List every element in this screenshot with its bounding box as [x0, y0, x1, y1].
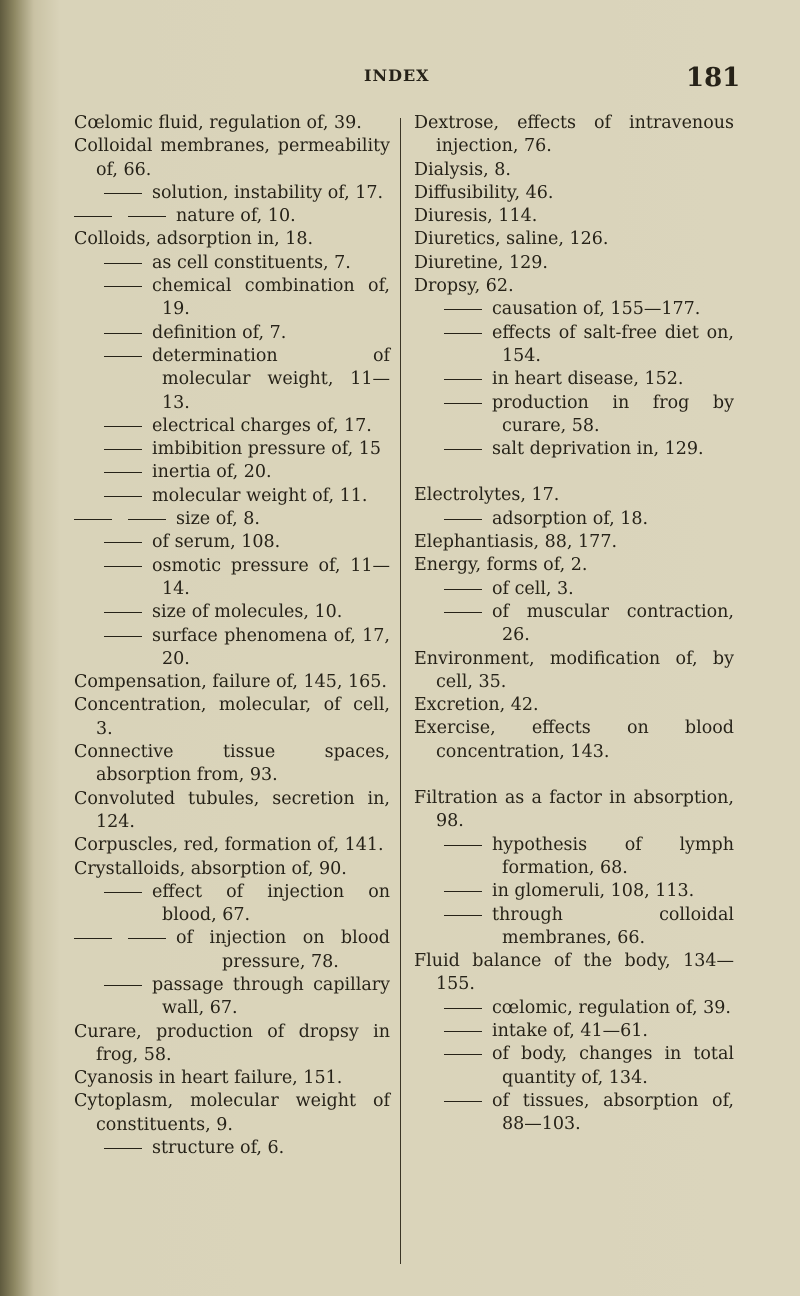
index-subentry — [74, 205, 390, 228]
entry-text: in glomeruli, 108, 113. — [492, 881, 695, 902]
index-subentry — [414, 298, 734, 321]
entry-text: of injection on blood pressure, 78. — [176, 928, 390, 972]
index-subentry — [414, 834, 734, 881]
entry-text: passage through capillary wall, 67. — [152, 974, 390, 1019]
index-subentry — [414, 438, 734, 461]
index-subentry — [414, 880, 734, 903]
entry-text: Dropsy, 62. — [414, 276, 514, 297]
index-subentry — [74, 974, 390, 1021]
ditto-dash — [104, 426, 142, 427]
ditto-dash — [444, 309, 482, 310]
ditto-dash — [74, 938, 112, 939]
index-entry — [414, 648, 734, 695]
running-header: INDEX — [364, 66, 430, 85]
entry-text: cœlomic, regulation of, 39. — [492, 997, 731, 1018]
entry-text: as cell constituents, 7. — [152, 252, 351, 273]
entry-text: intake of, 41—61. — [492, 1020, 648, 1041]
ditto-dash — [104, 892, 142, 893]
ditto-dash — [444, 1008, 482, 1009]
index-subentry — [74, 322, 390, 345]
index-subentry — [414, 1043, 734, 1090]
entry-text: size of, 8. — [176, 509, 260, 530]
index-entry — [414, 228, 734, 251]
entry-text: of tissues, absorption of, 88—103. — [492, 1090, 734, 1135]
ditto-dash — [444, 891, 482, 892]
entry-text: Colloidal membranes, permeability of, 66. — [74, 136, 390, 180]
index-subentry — [74, 438, 390, 461]
ditto-dash — [104, 449, 142, 450]
entry-text: Cœlomic fluid, regulation of, 39. — [74, 113, 362, 133]
ditto-dash — [444, 333, 482, 334]
entry-text: structure of, 6. — [152, 1138, 285, 1159]
entry-text: effects of salt-free diet on, 154. — [492, 322, 734, 366]
entry-text: of cell, 3. — [492, 578, 574, 599]
index-entry — [414, 252, 734, 275]
ditto-dash — [444, 379, 482, 380]
index-entry — [74, 788, 390, 835]
index-entry — [414, 205, 734, 228]
index-subentry — [414, 322, 734, 369]
ditto-dash — [104, 263, 142, 264]
index-entry — [74, 135, 390, 182]
entry-text: electrical charges of, 17. — [152, 415, 372, 436]
index-section-gap — [414, 764, 734, 787]
entry-text: solution, instability of, 17. — [152, 182, 384, 203]
ditto-dash — [104, 356, 142, 357]
entry-text: effect of injection on blood, 67. — [152, 881, 390, 926]
index-subentry — [414, 368, 734, 391]
entry-text: Colloids, adsorption in, 18. — [74, 229, 314, 250]
entry-text: Exercise, effects on blood concentration, 143. — [414, 718, 734, 762]
index-entry — [414, 484, 734, 507]
ditto-dash — [74, 519, 112, 520]
entry-text: Convoluted tubules, secretion in, 124. — [74, 788, 390, 832]
entry-text: Crystalloids, absorption of, 90. — [74, 858, 347, 879]
entry-text: Curare, production of dropsy in frog, 58. — [74, 1021, 390, 1065]
index-subentry — [74, 485, 390, 508]
entry-text: nature of, 10. — [176, 206, 296, 227]
index-entry — [74, 1067, 390, 1090]
entry-text: of serum, 108. — [152, 532, 281, 553]
entry-text: Electrolytes, 17. — [414, 485, 560, 506]
entry-text: Diffusibility, 46. — [414, 182, 554, 203]
index-entry — [414, 787, 734, 834]
entry-text: chemical combination of, 19. — [152, 276, 390, 320]
ditto-dash — [104, 566, 142, 567]
index-entry — [414, 694, 734, 717]
entry-text: production in frog by curare, 58. — [492, 392, 734, 436]
ditto-dash — [444, 1101, 482, 1102]
entry-text: Fluid balance of the body, 134—155. — [414, 951, 734, 995]
ditto-dash — [104, 286, 142, 287]
ditto-dash — [444, 1031, 482, 1032]
index-subentry — [414, 1020, 734, 1043]
entry-text: imbibition pressure of, 15 — [152, 439, 382, 460]
index-subentry — [74, 625, 390, 672]
ditto-dash — [104, 636, 142, 637]
index-entry — [74, 1090, 390, 1137]
ditto-dash — [444, 589, 482, 590]
entry-text: inertia of, 20. — [152, 462, 272, 483]
entry-text: Diuretics, saline, 126. — [414, 229, 609, 250]
index-entry — [74, 694, 390, 741]
ditto-dash — [74, 216, 112, 217]
index-entry — [74, 741, 390, 788]
index-subentry — [414, 578, 734, 601]
index-subentry — [414, 997, 734, 1020]
entry-text: Concentration, molecular, of cell, 3. — [74, 695, 390, 739]
index-entry — [414, 182, 734, 205]
entry-text: through colloidal membranes, 66. — [492, 904, 734, 948]
entry-text: surface phenomena of, 17, 20. — [152, 625, 390, 669]
index-subentry — [74, 345, 390, 415]
index-subentry — [74, 461, 390, 484]
column-divider — [400, 118, 401, 1264]
ditto-dash — [444, 915, 482, 916]
index-entry — [414, 950, 734, 997]
page-number: 181 — [686, 63, 741, 93]
index-entry — [414, 275, 734, 298]
ditto-dash — [104, 472, 142, 473]
entry-text: determination of molecular weight, 11—13. — [152, 345, 390, 413]
entry-text: Compensation, failure of, 145, 165. — [74, 672, 387, 693]
index-entry — [414, 531, 734, 554]
index-subentry — [74, 252, 390, 275]
ditto-dash — [444, 612, 482, 613]
ditto-dash — [104, 1148, 142, 1149]
index-subentry — [74, 555, 390, 602]
entry-text: causation of, 155—177. — [492, 299, 701, 320]
index-entry — [74, 1021, 390, 1068]
entry-text: of body, changes in total quantity of, 134. — [492, 1044, 734, 1088]
entry-text: osmotic pressure of, 11—14. — [152, 555, 390, 599]
index-subentry — [414, 601, 734, 648]
entry-text: molecular weight of, 11. — [152, 485, 368, 506]
entry-text: Cytoplasm, molecular weight of constituents, 9. — [74, 1091, 390, 1135]
index-subentry — [74, 182, 390, 205]
entry-text: Connective tissue spaces, absorption from, 93. — [74, 742, 390, 786]
entry-text: Environment, modification of, by cell, 35. — [414, 648, 734, 692]
entry-text: Diuresis, 114. — [414, 206, 538, 227]
entry-text: Cyanosis in heart failure, 151. — [74, 1068, 343, 1089]
ditto-dash — [104, 193, 142, 194]
index-subentry — [74, 508, 390, 531]
entry-text: Dextrose, effects of intravenous injection, 76. — [414, 113, 734, 157]
index-subentry — [414, 904, 734, 951]
index-subentry — [74, 531, 390, 554]
index-subentry — [414, 392, 734, 439]
entry-text: of muscular contraction, 26. — [492, 601, 734, 646]
index-subentry — [74, 881, 390, 928]
ditto-dash — [444, 403, 482, 404]
entry-text: salt deprivation in, 129. — [492, 439, 704, 460]
entry-text: definition of, 7. — [152, 322, 287, 343]
index-entry — [414, 159, 734, 182]
index-entry — [74, 228, 390, 251]
entry-text: Energy, forms of, 2. — [414, 555, 588, 576]
index-subentry — [74, 927, 390, 974]
index-entry — [74, 112, 390, 135]
index-subentry — [74, 275, 390, 322]
ditto-dash — [128, 938, 166, 939]
index-subentry — [74, 415, 390, 438]
index-entry — [414, 112, 734, 159]
entry-text: Elephantiasis, 88, 177. — [414, 532, 618, 553]
ditto-dash — [104, 985, 142, 986]
ditto-dash — [444, 449, 482, 450]
index-subentry — [74, 601, 390, 624]
ditto-dash — [104, 333, 142, 334]
index-subentry — [414, 508, 734, 531]
entry-text: Diuretine, 129. — [414, 252, 548, 273]
index-entry — [74, 858, 390, 881]
index-column-right — [414, 112, 734, 1136]
ditto-dash — [104, 542, 142, 543]
index-entry — [414, 717, 734, 764]
ditto-dash — [104, 612, 142, 613]
index-entry — [414, 554, 734, 577]
ditto-dash — [128, 519, 166, 520]
index-subentry — [414, 1090, 734, 1137]
index-entry — [74, 834, 390, 857]
entry-text: size of molecules, 10. — [152, 602, 343, 623]
index-entry — [74, 671, 390, 694]
entry-text: hypothesis of lymph formation, 68. — [492, 834, 734, 878]
ditto-dash — [444, 519, 482, 520]
entry-text: Excretion, 42. — [414, 695, 539, 716]
entry-text: adsorption of, 18. — [492, 508, 649, 529]
ditto-dash — [104, 496, 142, 497]
ditto-dash — [128, 216, 166, 217]
entry-text: Dialysis, 8. — [414, 159, 511, 180]
index-section-gap — [414, 461, 734, 484]
entry-text: Filtration as a factor in absorption, 98. — [414, 788, 734, 832]
ditto-dash — [444, 845, 482, 846]
index-column-left — [74, 112, 390, 1160]
entry-text: in heart disease, 152. — [492, 369, 684, 390]
index-subentry — [74, 1137, 390, 1160]
ditto-dash — [444, 1054, 482, 1055]
entry-text: Corpuscles, red, formation of, 141. — [74, 835, 384, 856]
